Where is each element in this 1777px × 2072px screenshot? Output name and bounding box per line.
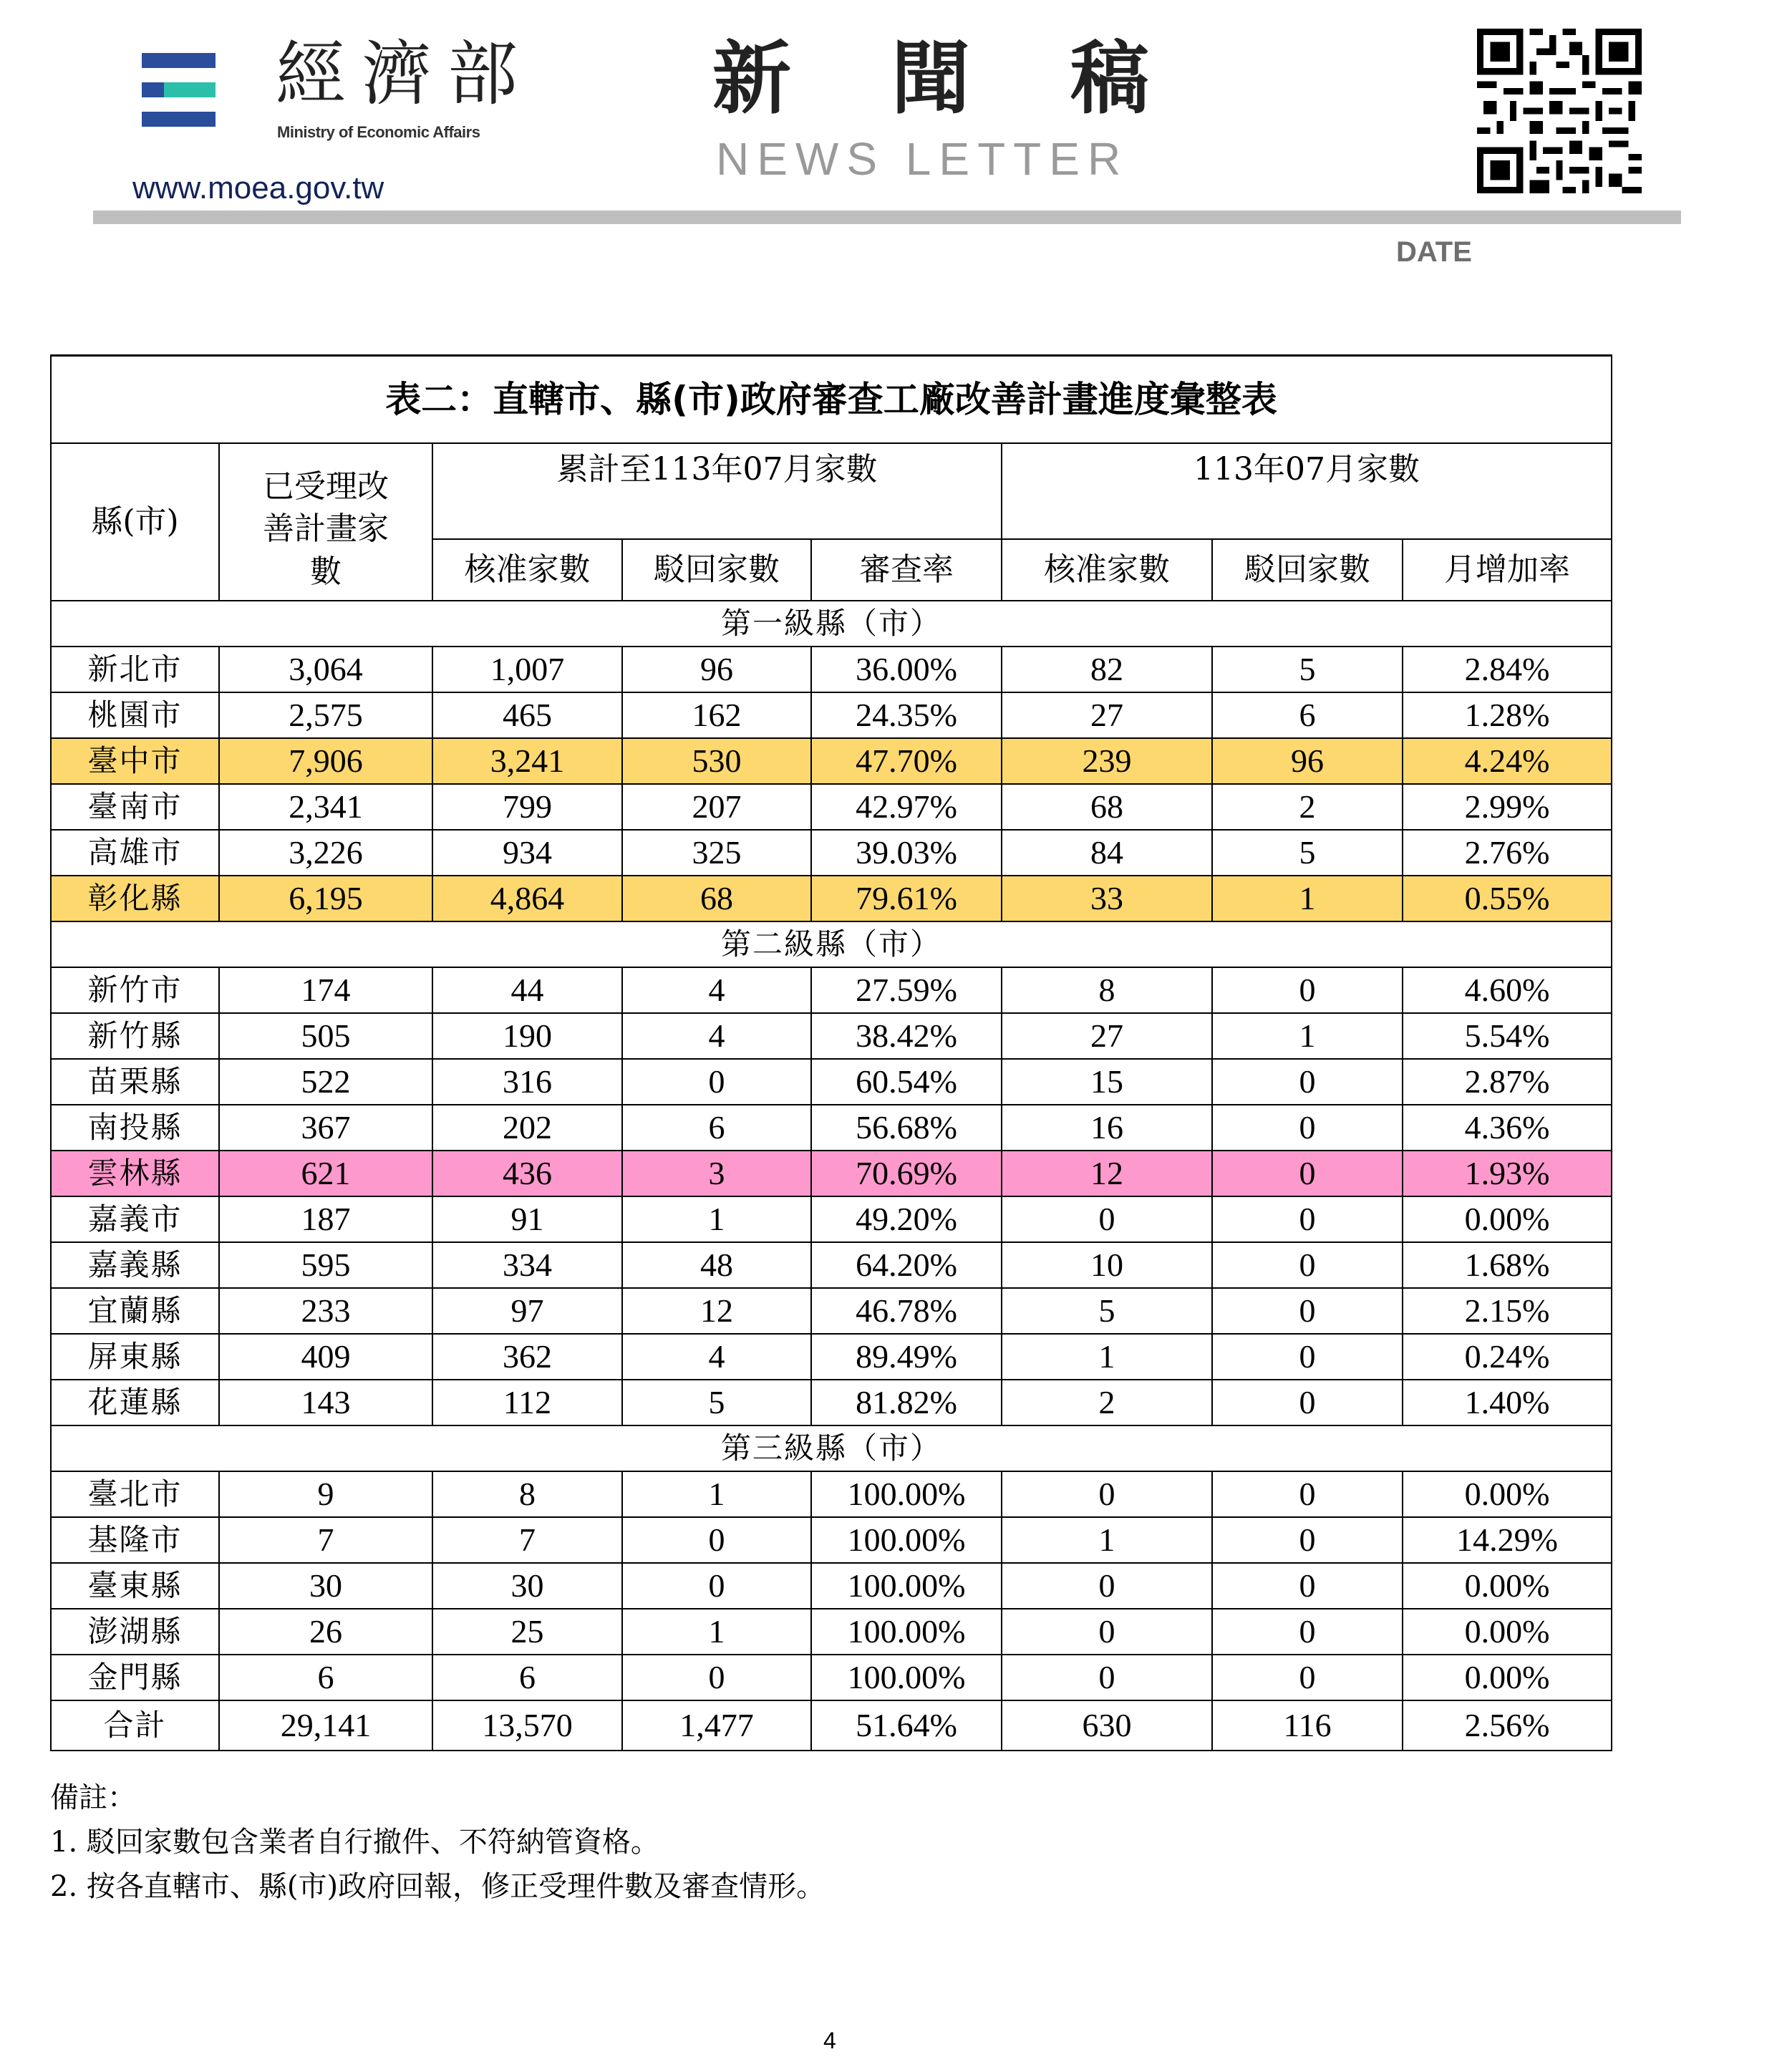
accepted-count: 30 — [219, 1563, 432, 1609]
approved-cum: 799 — [432, 784, 622, 830]
monthly-increase: 5.54% — [1403, 1013, 1612, 1059]
accepted-count: 2,341 — [219, 784, 432, 830]
rejected-month: 96 — [1212, 738, 1403, 784]
county-name: 臺南市 — [51, 784, 219, 830]
monthly-increase: 2.76% — [1403, 830, 1612, 876]
accepted-count: 3,226 — [219, 830, 432, 876]
table-row — [51, 1471, 1612, 1517]
rejected-cum: 4 — [622, 1013, 811, 1059]
rejected-cum: 3 — [622, 1151, 811, 1196]
rejected-cum: 0 — [622, 1059, 811, 1105]
monthly-increase: 2.99% — [1403, 784, 1612, 830]
doc-type-en: NEWS LETTER — [716, 133, 1129, 185]
table-title: 表二：直轄市、縣(市)政府審查工廠改善計畫進度彙整表 — [51, 356, 1612, 444]
table-row — [51, 738, 1612, 784]
review-rate: 81.82% — [811, 1380, 1002, 1425]
rejected-month: 1 — [1212, 876, 1403, 921]
approved-cum: 362 — [432, 1334, 622, 1380]
section-row — [51, 921, 1612, 967]
approved-cum: 44 — [432, 967, 622, 1013]
rejected-month: 0 — [1212, 1517, 1403, 1563]
header-monthly-increase: 月增加率 — [1403, 539, 1612, 601]
approved-month: 1 — [1002, 1517, 1212, 1563]
county-name: 雲林縣 — [51, 1151, 219, 1196]
approved-cum: 436 — [432, 1151, 622, 1196]
total-review-rate: 51.64% — [811, 1700, 1002, 1751]
rejected-cum: 162 — [622, 692, 811, 738]
total-approved-month: 630 — [1002, 1700, 1212, 1751]
county-name: 彰化縣 — [51, 876, 219, 921]
review-rate: 47.70% — [811, 738, 1002, 784]
approved-cum: 334 — [432, 1242, 622, 1288]
approved-month: 0 — [1002, 1609, 1212, 1655]
county-name: 南投縣 — [51, 1105, 219, 1151]
review-rate: 24.35% — [811, 692, 1002, 738]
note-item: 1. 駁回家數包含業者自行撤件、不符納管資格。 — [50, 1826, 659, 1859]
doc-type-cn — [712, 33, 1249, 125]
rejected-cum: 0 — [622, 1517, 811, 1563]
rejected-cum: 6 — [622, 1105, 811, 1151]
table-row — [51, 876, 1612, 921]
total-monthly-increase: 2.56% — [1403, 1700, 1612, 1751]
rejected-cum: 12 — [622, 1288, 811, 1334]
rejected-cum: 5 — [622, 1380, 811, 1425]
approved-month: 27 — [1002, 692, 1212, 738]
approved-cum: 202 — [432, 1105, 622, 1151]
table-row — [51, 1609, 1612, 1655]
progress-summary-table — [50, 354, 1612, 1751]
approved-cum: 190 — [432, 1013, 622, 1059]
header-approved-month: 核准家數 — [1002, 539, 1212, 601]
monthly-increase: 0.00% — [1403, 1655, 1612, 1700]
monthly-increase: 1.28% — [1403, 692, 1612, 738]
rejected-month: 0 — [1212, 1196, 1403, 1242]
accepted-count: 595 — [219, 1242, 432, 1288]
rejected-month: 0 — [1212, 1380, 1403, 1425]
approved-month: 15 — [1002, 1059, 1212, 1105]
review-rate: 79.61% — [811, 876, 1002, 921]
header-group-month: 113年07月家數 — [1002, 443, 1612, 539]
notes-heading: 備註： — [50, 1781, 136, 1814]
accepted-count: 367 — [219, 1105, 432, 1151]
header-accepted-text: 已受理改善計畫家數 — [263, 468, 389, 590]
approved-cum: 6 — [432, 1655, 622, 1700]
accepted-count: 6 — [219, 1655, 432, 1700]
accepted-count: 174 — [219, 967, 432, 1013]
accepted-count: 233 — [219, 1288, 432, 1334]
approved-month: 84 — [1002, 830, 1212, 876]
monthly-increase: 0.55% — [1403, 876, 1612, 921]
table-row — [51, 692, 1612, 738]
approved-cum: 4,864 — [432, 876, 622, 921]
monthly-increase: 2.84% — [1403, 647, 1612, 692]
monthly-increase: 2.15% — [1403, 1288, 1612, 1334]
total-approved-cum: 13,570 — [432, 1700, 622, 1751]
approved-month: 5 — [1002, 1288, 1212, 1334]
accepted-count: 7,906 — [219, 738, 432, 784]
table-row — [51, 1151, 1612, 1196]
accepted-count: 3,064 — [219, 647, 432, 692]
doc-type-char: 新 — [712, 33, 791, 125]
accepted-count: 187 — [219, 1196, 432, 1242]
approved-month: 82 — [1002, 647, 1212, 692]
ministry-name-cn: 經濟部 — [276, 34, 534, 115]
rejected-month: 0 — [1212, 967, 1403, 1013]
approved-month: 0 — [1002, 1196, 1212, 1242]
rejected-month: 0 — [1212, 1288, 1403, 1334]
qr-code-icon — [1477, 29, 1642, 193]
rejected-cum: 207 — [622, 784, 811, 830]
county-name: 新竹縣 — [51, 1013, 219, 1059]
rejected-cum: 530 — [622, 738, 811, 784]
section-label: 第三級縣（市） — [51, 1425, 1612, 1471]
county-name: 嘉義市 — [51, 1196, 219, 1242]
monthly-increase: 0.00% — [1403, 1196, 1612, 1242]
rejected-month: 2 — [1212, 784, 1403, 830]
review-rate: 27.59% — [811, 967, 1002, 1013]
review-rate: 39.03% — [811, 830, 1002, 876]
rejected-cum: 1 — [622, 1471, 811, 1517]
monthly-increase: 1.93% — [1403, 1151, 1612, 1196]
monthly-increase: 4.36% — [1403, 1105, 1612, 1151]
table-row — [51, 1288, 1612, 1334]
table-row — [51, 1655, 1612, 1700]
review-rate: 46.78% — [811, 1288, 1002, 1334]
header-rejected-month: 駁回家數 — [1212, 539, 1403, 601]
accepted-count: 409 — [219, 1334, 432, 1380]
approved-cum: 30 — [432, 1563, 622, 1609]
approved-cum: 316 — [432, 1059, 622, 1105]
county-name: 臺中市 — [51, 738, 219, 784]
approved-month: 27 — [1002, 1013, 1212, 1059]
header-approved-cum: 核准家數 — [432, 539, 622, 601]
rejected-cum: 68 — [622, 876, 811, 921]
rejected-month: 0 — [1212, 1151, 1403, 1196]
rejected-month: 6 — [1212, 692, 1403, 738]
monthly-increase: 4.24% — [1403, 738, 1612, 784]
county-name: 宜蘭縣 — [51, 1288, 219, 1334]
header-rejected-cum: 駁回家數 — [622, 539, 811, 601]
table-row — [51, 647, 1612, 692]
review-rate: 100.00% — [811, 1609, 1002, 1655]
approved-cum: 97 — [432, 1288, 622, 1334]
approved-month: 239 — [1002, 738, 1212, 784]
rejected-month: 0 — [1212, 1242, 1403, 1288]
accepted-count: 7 — [219, 1517, 432, 1563]
approved-month: 2 — [1002, 1380, 1212, 1425]
table-row — [51, 1517, 1612, 1563]
rejected-month: 5 — [1212, 647, 1403, 692]
doc-type-char: 聞 — [891, 33, 970, 125]
table-row — [51, 1059, 1612, 1105]
approved-month: 16 — [1002, 1105, 1212, 1151]
county-name: 花蓮縣 — [51, 1380, 219, 1425]
approved-month: 0 — [1002, 1563, 1212, 1609]
total-rejected-month: 116 — [1212, 1700, 1403, 1751]
approved-month: 1 — [1002, 1334, 1212, 1380]
accepted-count: 26 — [219, 1609, 432, 1655]
monthly-increase: 0.00% — [1403, 1609, 1612, 1655]
rejected-month: 0 — [1212, 1609, 1403, 1655]
header-review-rate: 審查率 — [811, 539, 1002, 601]
county-name: 嘉義縣 — [51, 1242, 219, 1288]
moea-logo-icon-middle — [142, 82, 216, 97]
county-name: 苗栗縣 — [51, 1059, 219, 1105]
ministry-name-en: Ministry of Economic Affairs — [277, 123, 480, 141]
review-rate: 64.20% — [811, 1242, 1002, 1288]
rejected-month: 0 — [1212, 1655, 1403, 1700]
review-rate: 42.97% — [811, 784, 1002, 830]
approved-month: 33 — [1002, 876, 1212, 921]
table-row — [51, 1563, 1612, 1609]
review-rate: 36.00% — [811, 647, 1002, 692]
approved-month: 8 — [1002, 967, 1212, 1013]
county-name: 屏東縣 — [51, 1334, 219, 1380]
doc-type-char: 稿 — [1070, 33, 1149, 125]
review-rate: 70.69% — [811, 1151, 1002, 1196]
date-label: DATE — [1396, 236, 1472, 268]
rejected-cum: 4 — [622, 1334, 811, 1380]
monthly-increase: 4.60% — [1403, 967, 1612, 1013]
county-name: 基隆市 — [51, 1517, 219, 1563]
table-row — [51, 1334, 1612, 1380]
county-name: 桃園市 — [51, 692, 219, 738]
page-number: 4 — [823, 2028, 836, 2053]
accepted-count: 522 — [219, 1059, 432, 1105]
moea-logo-icon-bottom — [142, 112, 216, 127]
approved-cum: 91 — [432, 1196, 622, 1242]
approved-cum: 112 — [432, 1380, 622, 1425]
rejected-month: 1 — [1212, 1013, 1403, 1059]
approved-cum: 934 — [432, 830, 622, 876]
rejected-cum: 0 — [622, 1563, 811, 1609]
rejected-month: 0 — [1212, 1334, 1403, 1380]
rejected-month: 0 — [1212, 1563, 1403, 1609]
monthly-increase: 14.29% — [1403, 1517, 1612, 1563]
table-row — [51, 1013, 1612, 1059]
header-group-cumulative: 累計至113年07月家數 — [432, 443, 1002, 539]
review-rate: 89.49% — [811, 1334, 1002, 1380]
monthly-increase: 1.68% — [1403, 1242, 1612, 1288]
monthly-increase: 1.40% — [1403, 1380, 1612, 1425]
review-rate: 100.00% — [811, 1471, 1002, 1517]
rejected-month: 0 — [1212, 1059, 1403, 1105]
county-name: 高雄市 — [51, 830, 219, 876]
rejected-cum: 1 — [622, 1196, 811, 1242]
total-rejected-cum: 1,477 — [622, 1700, 811, 1751]
notes — [50, 1776, 825, 1909]
rejected-month: 5 — [1212, 830, 1403, 876]
moea-logo-icon — [142, 53, 216, 68]
county-name: 臺東縣 — [51, 1563, 219, 1609]
total-county-name: 合計 — [51, 1700, 219, 1751]
table-row — [51, 1196, 1612, 1242]
approved-cum: 3,241 — [432, 738, 622, 784]
county-name: 新北市 — [51, 647, 219, 692]
county-name: 新竹市 — [51, 967, 219, 1013]
accepted-count: 6,195 — [219, 876, 432, 921]
accepted-count: 9 — [219, 1471, 432, 1517]
rejected-cum: 1 — [622, 1609, 811, 1655]
section-label: 第二級縣（市） — [51, 921, 1612, 967]
monthly-increase: 0.00% — [1403, 1471, 1612, 1517]
monthly-increase: 0.00% — [1403, 1563, 1612, 1609]
total-accepted-count: 29,141 — [219, 1700, 432, 1751]
approved-month: 0 — [1002, 1471, 1212, 1517]
approved-cum: 25 — [432, 1609, 622, 1655]
review-rate: 38.42% — [811, 1013, 1002, 1059]
accepted-count: 621 — [219, 1151, 432, 1196]
approved-cum: 8 — [432, 1471, 622, 1517]
review-rate: 100.00% — [811, 1563, 1002, 1609]
approved-cum: 1,007 — [432, 647, 622, 692]
rejected-cum: 48 — [622, 1242, 811, 1288]
rejected-cum: 96 — [622, 647, 811, 692]
approved-month: 68 — [1002, 784, 1212, 830]
table-row — [51, 784, 1612, 830]
county-name: 澎湖縣 — [51, 1609, 219, 1655]
note-item: 2. 按各直轄市、縣(市)政府回報，修正受理件數及審查情形。 — [50, 1870, 825, 1903]
table-row — [51, 830, 1612, 876]
section-row — [51, 1425, 1612, 1471]
rejected-cum: 4 — [622, 967, 811, 1013]
review-rate: 49.20% — [811, 1196, 1002, 1242]
accepted-count: 2,575 — [219, 692, 432, 738]
rejected-month: 0 — [1212, 1105, 1403, 1151]
header-accepted — [219, 443, 432, 601]
website-link[interactable]: www.moea.gov.tw — [132, 170, 384, 205]
approved-month: 10 — [1002, 1242, 1212, 1288]
header-county: 縣(市) — [51, 443, 219, 601]
rejected-cum: 0 — [622, 1655, 811, 1700]
accepted-count: 505 — [219, 1013, 432, 1059]
approved-cum: 7 — [432, 1517, 622, 1563]
approved-month: 12 — [1002, 1151, 1212, 1196]
table-row — [51, 1380, 1612, 1425]
review-rate: 56.68% — [811, 1105, 1002, 1151]
table-row — [51, 967, 1612, 1013]
review-rate: 100.00% — [811, 1655, 1002, 1700]
county-name: 臺北市 — [51, 1471, 219, 1517]
approved-cum: 465 — [432, 692, 622, 738]
rejected-month: 0 — [1212, 1471, 1403, 1517]
total-row — [51, 1700, 1612, 1751]
review-rate: 60.54% — [811, 1059, 1002, 1105]
monthly-increase: 0.24% — [1403, 1334, 1612, 1380]
accepted-count: 143 — [219, 1380, 432, 1425]
header-divider — [93, 210, 1681, 224]
review-rate: 100.00% — [811, 1517, 1002, 1563]
rejected-cum: 325 — [622, 830, 811, 876]
table-row — [51, 1105, 1612, 1151]
table-row — [51, 1242, 1612, 1288]
section-row — [51, 601, 1612, 647]
county-name: 金門縣 — [51, 1655, 219, 1700]
monthly-increase: 2.87% — [1403, 1059, 1612, 1105]
approved-month: 0 — [1002, 1655, 1212, 1700]
section-label: 第一級縣（市） — [51, 601, 1612, 647]
